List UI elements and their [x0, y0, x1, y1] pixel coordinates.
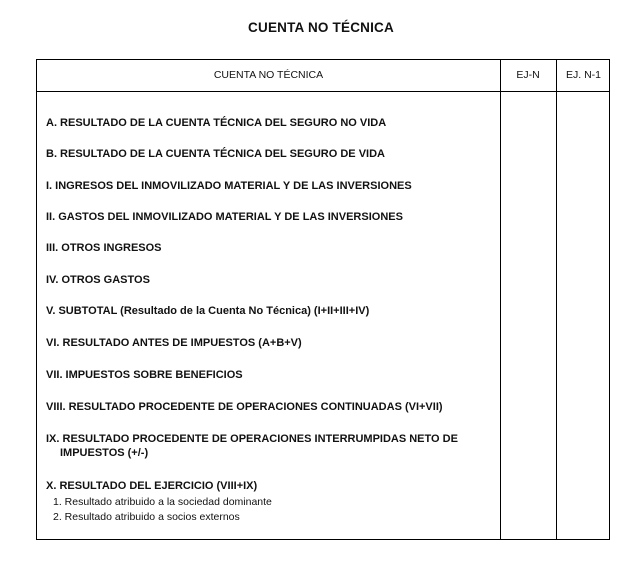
row-ix-line-1: IX. RESULTADO PROCEDENTE DE OPERACIONES INTERRUMPIDAS NETO DE — [46, 433, 458, 445]
row-x-subitem-sociedad-dominante: 1. Resultado atribuido a la sociedad dominante — [53, 496, 272, 508]
row-x-resultado-ejercicio: X. RESULTADO DEL EJERCICIO (VIII+IX) — [46, 480, 258, 492]
header-divider — [37, 91, 609, 92]
header-current-year: EJ-N — [516, 69, 540, 81]
row-x-subitem-socios-externos: 2. Resultado atribuido a socios externos — [53, 511, 240, 523]
row-viii-operaciones-continuadas: VIII. RESULTADO PROCEDENTE DE OPERACIONES CONTINUADAS (VI+VII) — [46, 401, 443, 413]
row-iv-otros-gastos: IV. OTROS GASTOS — [46, 274, 150, 286]
income-statement-table — [36, 59, 610, 540]
row-iii-otros-ingresos: III. OTROS INGRESOS — [46, 242, 162, 254]
column-divider-ej-n — [500, 60, 501, 539]
row-v-subtotal: V. SUBTOTAL (Resultado de la Cuenta No Técnica) (I+II+III+IV) — [46, 305, 370, 317]
row-ix-line-2: IMPUESTOS (+/-) — [60, 447, 149, 459]
row-vi-resultado-antes-impuestos: VI. RESULTADO ANTES DE IMPUESTOS (A+B+V) — [46, 337, 302, 349]
header-concept: CUENTA NO TÉCNICA — [213, 69, 324, 81]
document-title: CUENTA NO TÉCNICA — [248, 20, 394, 35]
row-a-resultado-no-vida: A. RESULTADO DE LA CUENTA TÉCNICA DEL SEGURO NO VIDA — [46, 117, 387, 129]
row-ix-operaciones-interrumpidas — [46, 432, 496, 460]
row-b-resultado-vida: B. RESULTADO DE LA CUENTA TÉCNICA DEL SEGURO DE VIDA — [46, 148, 385, 160]
column-divider-ej-n-1 — [556, 60, 557, 539]
row-ii-gastos-inmovilizado: II. GASTOS DEL INMOVILIZADO MATERIAL Y DE LAS INVERSIONES — [46, 211, 403, 223]
row-vii-impuestos-beneficios: VII. IMPUESTOS SOBRE BENEFICIOS — [46, 369, 243, 381]
row-i-ingresos-inmovilizado: I. INGRESOS DEL INMOVILIZADO MATERIAL Y DE LAS INVERSIONES — [46, 180, 412, 192]
header-previous-year: EJ. N-1 — [565, 69, 601, 81]
